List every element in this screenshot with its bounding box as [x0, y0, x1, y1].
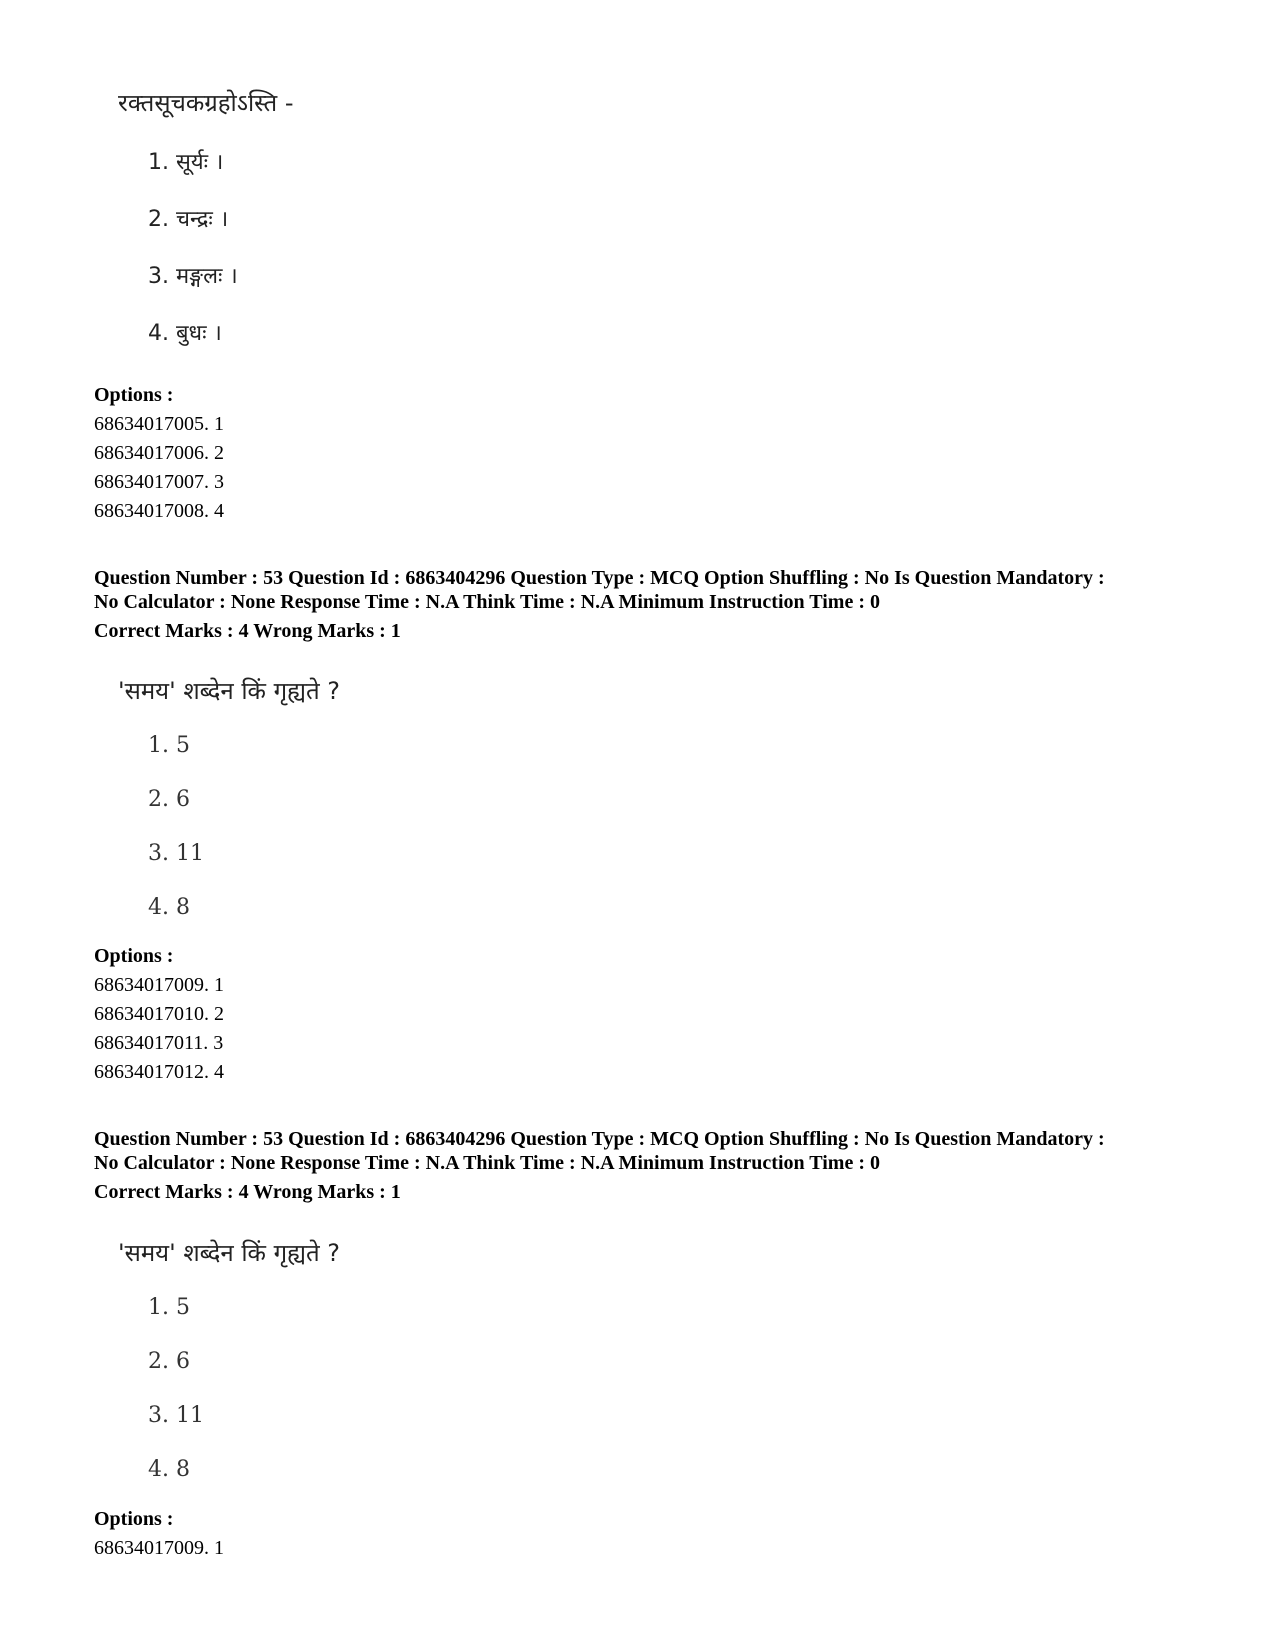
- question-choice: 2. चन्द्रः ।: [148, 207, 229, 232]
- question-choice: 2. 6: [148, 787, 190, 812]
- option-line: 68634017012. 4: [94, 1061, 224, 1083]
- option-line: 68634017008. 4: [94, 500, 224, 522]
- question-choice: 3. 11: [148, 841, 204, 866]
- question-choice: 4. 8: [148, 895, 190, 920]
- question-choice: 3. 11: [148, 1403, 204, 1428]
- option-line: 68634017007. 3: [94, 471, 224, 493]
- options-label: Options :: [94, 1508, 174, 1530]
- option-line: 68634017006. 2: [94, 442, 224, 464]
- question-meta-line: No Calculator : None Response Time : N.A Think Time : N.A Minimum Instruction Time : 0: [94, 1152, 880, 1174]
- question-marks: Correct Marks : 4 Wrong Marks : 1: [94, 1181, 401, 1203]
- option-line: 68634017005. 1: [94, 413, 224, 435]
- question-choice: 4. 8: [148, 1457, 190, 1482]
- question-stem: रक्तसूचकग्रहोऽस्ति -: [118, 89, 294, 117]
- option-line: 68634017009. 1: [94, 1537, 224, 1559]
- question-choice: 1. सूर्यः ।: [148, 150, 224, 175]
- question-choice: 1. 5: [148, 733, 190, 758]
- question-meta-line: Question Number : 53 Question Id : 6863404296 Question Type : MCQ Option Shuffling : No Is Question Mandatory :: [94, 567, 1105, 589]
- question-marks: Correct Marks : 4 Wrong Marks : 1: [94, 620, 401, 642]
- option-line: 68634017011. 3: [94, 1032, 224, 1054]
- question-choice: 4. बुधः ।: [148, 321, 222, 346]
- question-stem: 'समय' शब्देन किं गृह्यते ?: [118, 1239, 341, 1267]
- question-choice: 1. 5: [148, 1295, 190, 1320]
- question-choice: 2. 6: [148, 1349, 190, 1374]
- question-meta-line: Question Number : 53 Question Id : 6863404296 Question Type : MCQ Option Shuffling : No Is Question Mandatory :: [94, 1128, 1105, 1150]
- options-label: Options :: [94, 384, 174, 406]
- question-stem: 'समय' शब्देन किं गृह्यते ?: [118, 677, 341, 705]
- option-line: 68634017009. 1: [94, 974, 224, 996]
- question-choice: 3. मङ्गलः ।: [148, 264, 238, 289]
- option-line: 68634017010. 2: [94, 1003, 224, 1025]
- options-label: Options :: [94, 945, 174, 967]
- question-meta-line: No Calculator : None Response Time : N.A Think Time : N.A Minimum Instruction Time : 0: [94, 591, 880, 613]
